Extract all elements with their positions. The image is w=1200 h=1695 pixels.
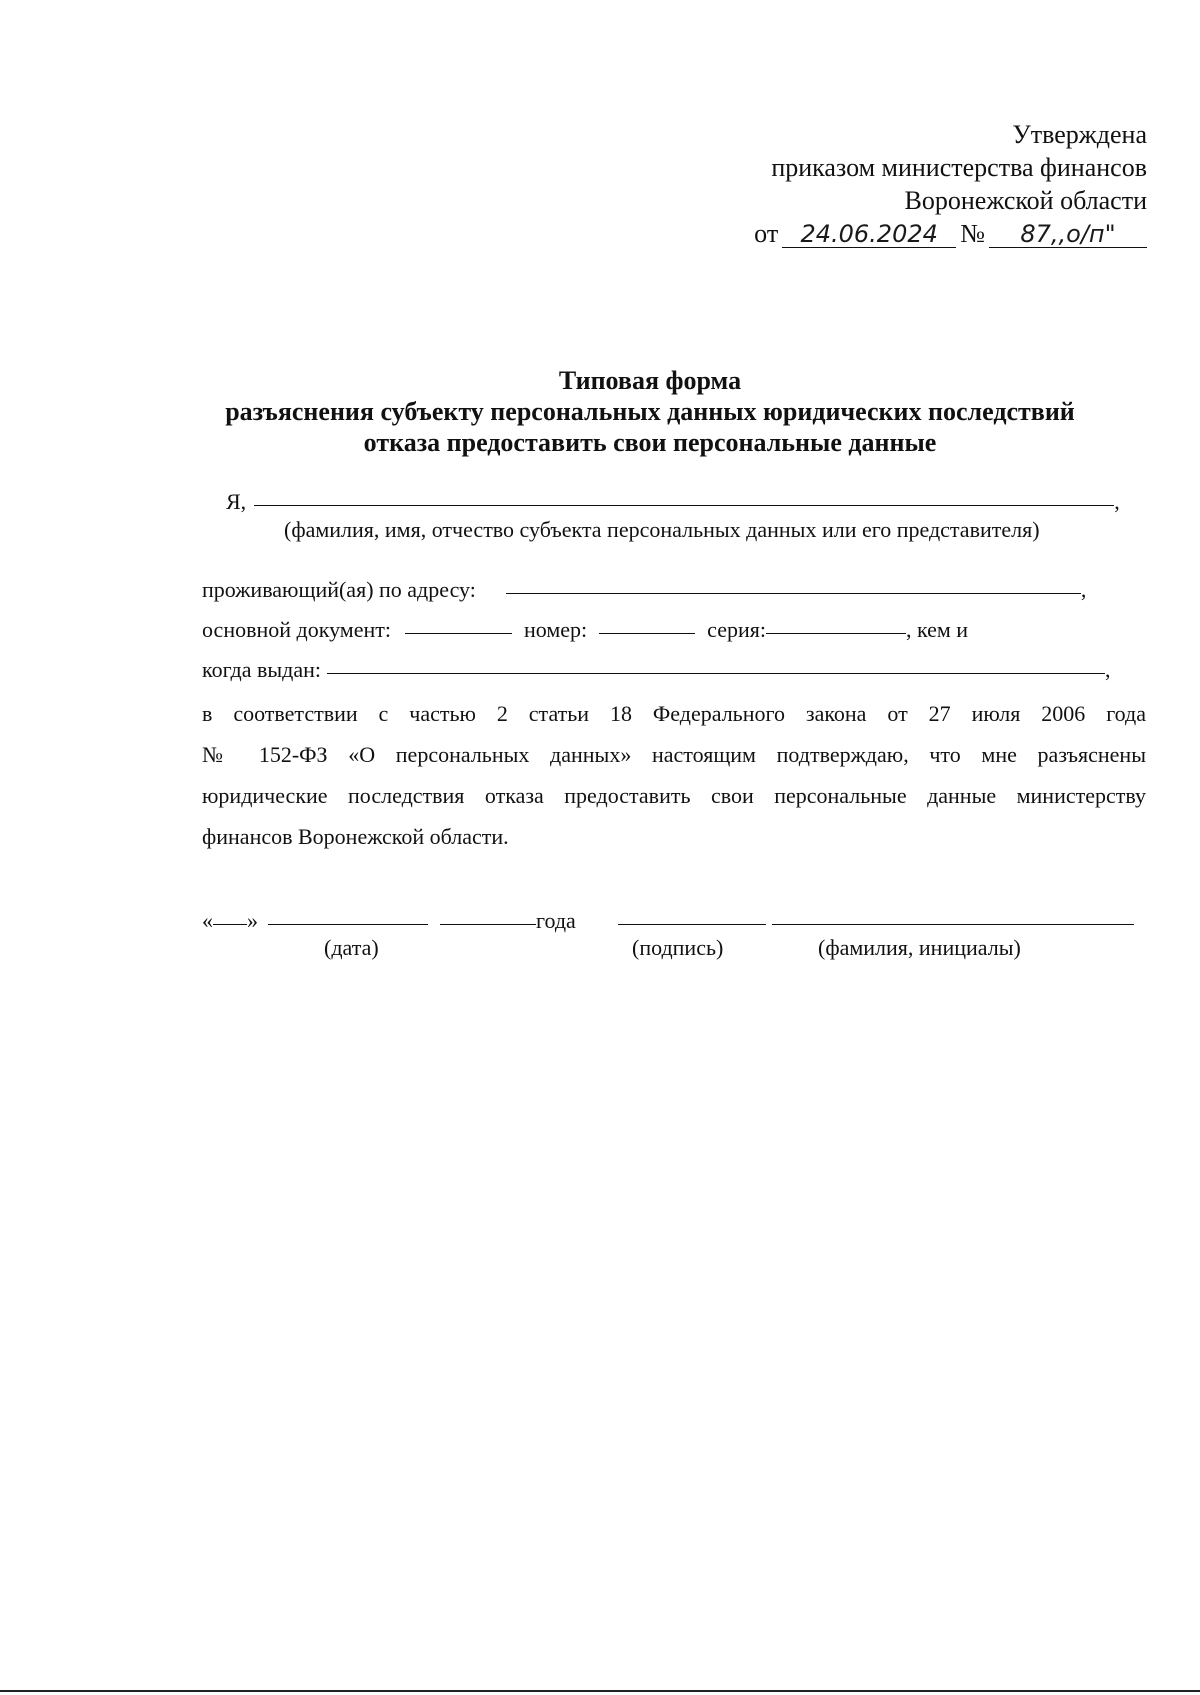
issued-by-label: , кем и <box>905 617 969 642</box>
doc-number-blank-line[interactable] <box>599 632 695 634</box>
approval-number-handwritten: 87,,о/п" <box>989 221 1147 248</box>
doc-series-blank-line[interactable] <box>766 632 906 634</box>
address-row-comma: , <box>1080 577 1087 602</box>
paragraph-line-3: юридические последствия отказа предоставить свои персональные данные министерству <box>202 783 1146 808</box>
approval-line-3: Воронежской области <box>904 186 1147 215</box>
issued-when-label: когда выдан: <box>202 657 321 682</box>
approval-line-1: Утверждена <box>1012 120 1147 149</box>
name-row-comma: , <box>1114 489 1120 514</box>
issued-blank-line[interactable] <box>327 672 1105 674</box>
page-bottom-edge <box>0 1690 1200 1692</box>
title-line-3: отказа предоставить свои персональные данные <box>363 428 937 457</box>
issued-row-comma: , <box>1104 657 1111 682</box>
signature-caption: (подпись) <box>632 935 724 960</box>
date-caption: (дата) <box>324 935 379 960</box>
address-blank-line[interactable] <box>506 592 1081 594</box>
paragraph-line-2: № 152-ФЗ «О персональных данных» настоящим подтверждаю, что мне разъяснены <box>202 742 1146 767</box>
name-row <box>226 489 1120 515</box>
approval-line-2: приказом министерства финансов <box>771 153 1147 182</box>
date-open-quote: « <box>202 908 213 933</box>
fio-blank-line[interactable] <box>772 923 1134 925</box>
month-blank-line[interactable] <box>268 923 428 925</box>
name-caption: (фамилия, имя, отчество субъекта персональных данных или его представителя) <box>284 517 1040 542</box>
date-close-quote: » <box>247 908 258 933</box>
from-label: от <box>754 219 779 248</box>
title-line-1: Типовая форма <box>558 366 742 395</box>
doc-series-label: серия: <box>707 617 766 642</box>
signature-row <box>202 908 1134 934</box>
address-row <box>202 577 1086 603</box>
doc-type-blank-line[interactable] <box>405 632 512 634</box>
signature-blank-line[interactable] <box>618 923 766 925</box>
approval-block <box>754 118 1147 250</box>
consent-paragraph <box>202 693 1146 857</box>
document-row <box>202 617 968 643</box>
number-label: № <box>960 219 985 248</box>
address-label: проживающий(ая) по адресу: <box>202 577 476 602</box>
issued-row <box>202 657 1110 683</box>
i-label: Я, <box>226 489 247 514</box>
doc-number-label: номер: <box>524 617 588 642</box>
paragraph-line-4: финансов Воронежской области. <box>202 824 509 849</box>
year-blank-line[interactable] <box>440 923 536 925</box>
approval-reference-line <box>754 217 1147 250</box>
paragraph-line-1: в соответствии с частью 2 статьи 18 Федерального закона от 27 июля 2006 года <box>202 701 1146 726</box>
year-label: года <box>536 908 576 933</box>
doc-label: основной документ: <box>202 617 391 642</box>
title-line-2: разъяснения субъекту персональных данных юридических последствий <box>225 397 1075 426</box>
fio-caption: (фамилия, инициалы) <box>818 935 1021 960</box>
document-title <box>150 365 1150 458</box>
approval-date-handwritten: 24.06.2024 <box>782 221 956 248</box>
day-blank-line[interactable] <box>213 923 247 925</box>
name-blank-line[interactable] <box>254 504 1114 506</box>
